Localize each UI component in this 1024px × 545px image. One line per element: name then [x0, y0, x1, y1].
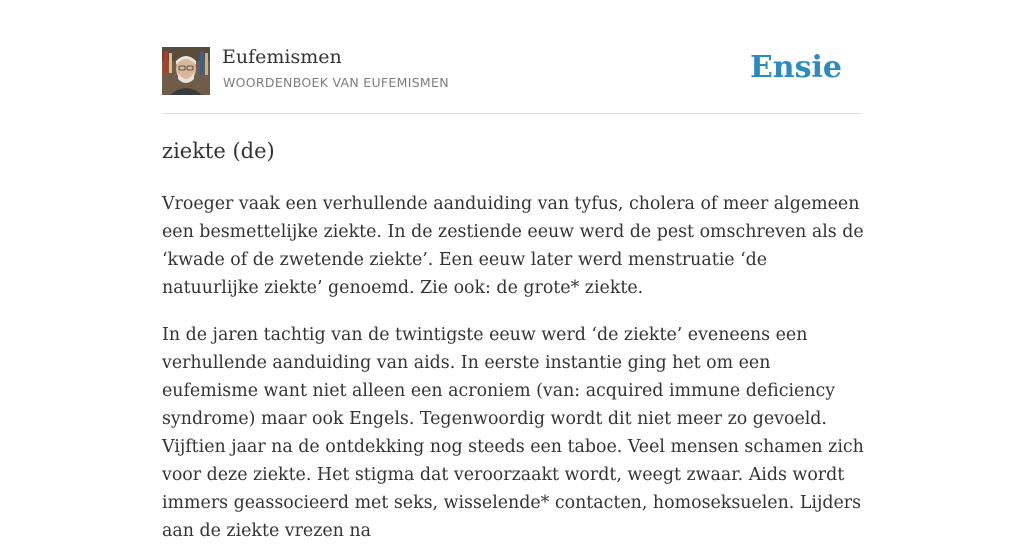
avatar-portrait-icon	[162, 47, 210, 95]
entry-title: ziekte (de)	[162, 139, 275, 163]
entry-paragraph-2: In de jaren tachtig van de twintigste eeuw werd ‘de ziekte’ eveneens een verhullende aanduiding van aids. In eerste instantie ging het om een eufemisme want niet alleen een acroniem (van: acquired immune deficiency syndrome) maar ook Engels. Tegenwoordig wordt dit niet meer zo gevoeld. Vijftien jaar na de ontdekking nog steeds een taboe. Veel mensen schamen zich voor deze ziekte. Het stigma dat veroorzaakt wordt, weegt zwaar. Aids wordt immers geassocieerd met seks, wisselende* contacten, homoseksuelen. Lijders aan de ziekte vrezen na	[162, 325, 864, 541]
brand-logo-link[interactable]: Ensie	[749, 50, 842, 85]
content-container	[162, 0, 864, 541]
author-avatar[interactable]	[162, 47, 210, 95]
header	[162, 0, 862, 114]
site-name[interactable]: Eufemismen	[222, 46, 342, 68]
site-subtitle: WOORDENBOEK VAN EUFEMISMEN	[223, 75, 449, 90]
entry-paragraph-1: Vroeger vaak een verhullende aanduiding van tyfus, cholera of meer algemeen een besmettelijke ziekte. In de zestiende eeuw werd de pest omschreven als de ‘kwade of de zwetende ziekte’. Een eeuw later werd menstruatie ‘de natuurlijke ziekte’ genoemd. Zie ook: de grote* ziekte.	[162, 194, 864, 298]
